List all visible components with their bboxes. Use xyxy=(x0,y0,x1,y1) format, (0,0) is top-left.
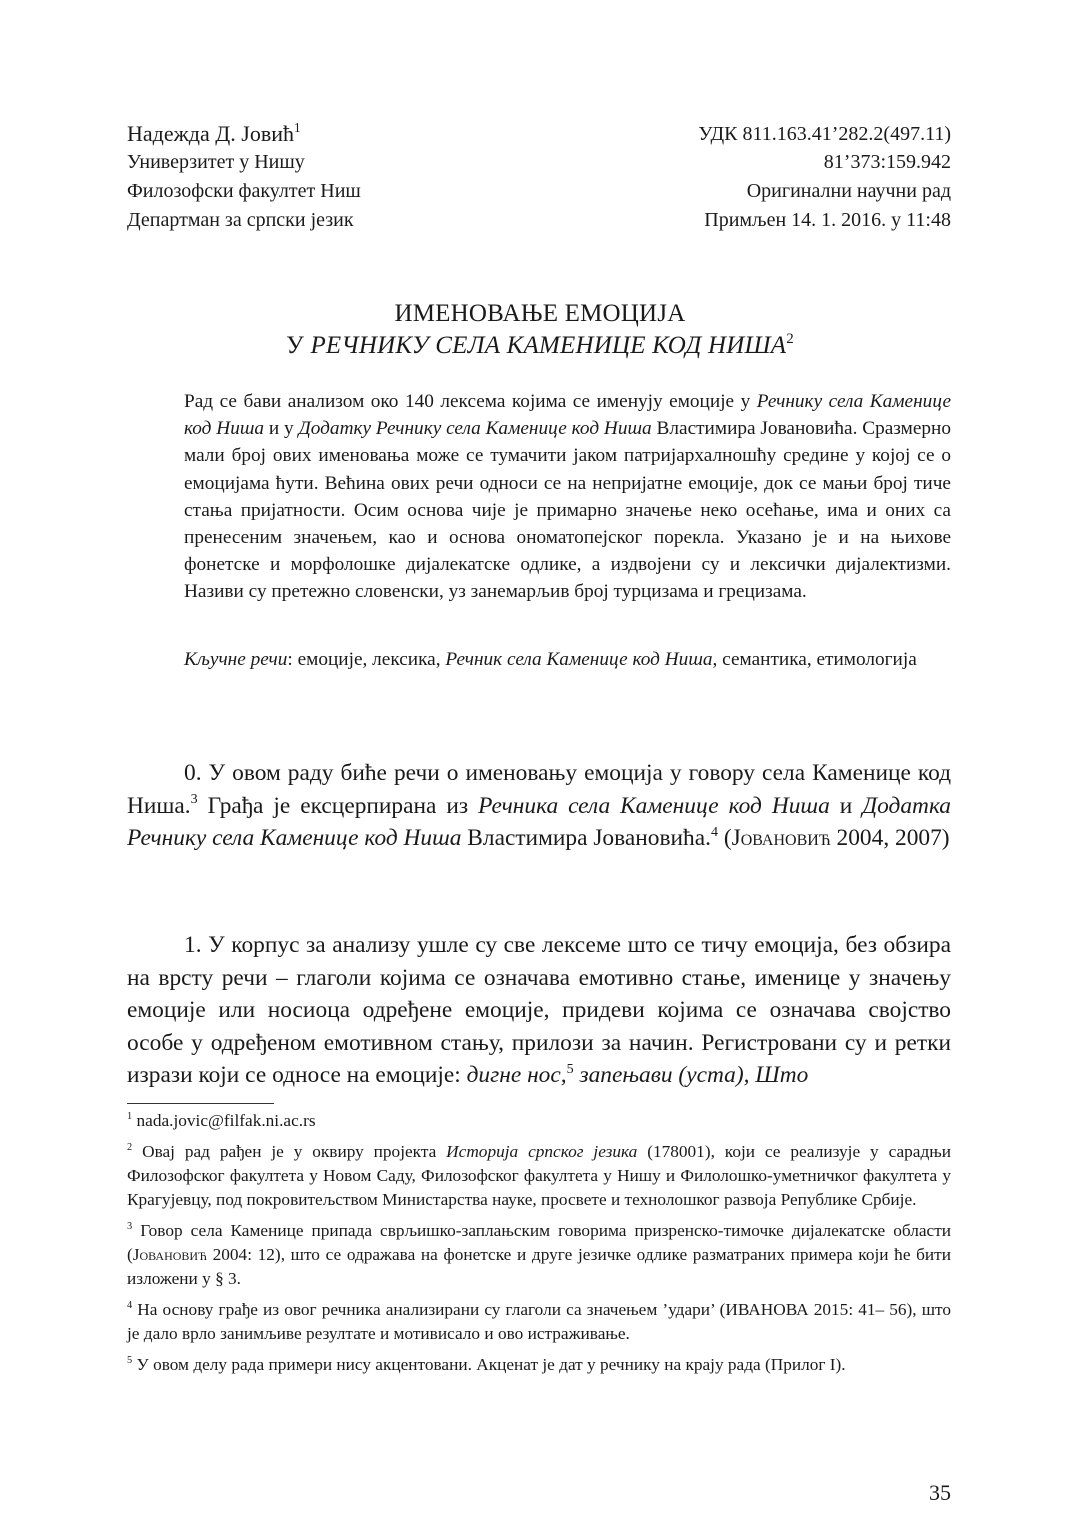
meta-block xyxy=(531,120,951,235)
udk-code-secondary: 81’373:159.942 xyxy=(823,151,951,173)
keywords: Кључне речи: емоције, лексика, Речник села Каменице код Ниша, семантика, етимологија xyxy=(184,649,917,670)
affiliation-faculty: Филозофски факултет Ниш xyxy=(127,180,361,202)
footnote-4: $^4$ На основу грађе из овог речника анализирани су глаголи са значењем ’удари’ (ИВАНОВА 2015: 41– 56), што је дало врло занимљиве резултате и мотивисало и ово истраживање. xyxy=(127,1299,951,1343)
footnote-2: $^2$ Овај рад рађен је у оквиру пројекта Историја српског језика (178001), који се реализује у сарадњи Филозофског факултета у Новом Саду, Филозофског факултета у Нишу и Филолошко-уметничког факултета у Крагујевцу, под покровитељством Министарства науке, просвете и технолошког развоја Републике Србије. xyxy=(127,1141,952,1209)
footnote-ref: 2 xyxy=(786,330,794,347)
footnote-ref: 1 xyxy=(294,120,301,136)
paper-title xyxy=(0,298,1080,362)
keywords-label: Кључне речи xyxy=(184,649,288,670)
affiliation-university: Универзитет у Нишу xyxy=(127,151,305,173)
body-paragraph-0: 0. У овом раду биће речи о именовању емоција у говору села Каменице код Ниша.$^3$ Грађа је ексцерпирана из Речника села Каменице код Ниша и Додатка Речнику села Каменице код Ниша Властимира Јовановића.$^4$ (Јовановић 2004, 2007) xyxy=(127,760,951,851)
footnote-ref: 5 xyxy=(566,1060,574,1077)
footnote-1: $^1$ nada.jovic@filfak.ni.ac.rs xyxy=(127,1110,316,1130)
footnote-3: $^3$ Говор села Каменице припада сврљишко-заплањским говорима призренско-тимочке дијалекатске области (Јовановић 2004: 12), што се одражава на фонетске и друге језичке одлике разматраних примера који ће бити изложени у § 3. xyxy=(127,1220,951,1288)
footnotes xyxy=(127,1109,951,1384)
footnote-ref: 3 xyxy=(190,791,198,808)
title-line-1: ИМЕНОВАЊЕ ЕМОЦИЈА xyxy=(394,300,686,327)
received-date: Примљен 14. 1. 2016. у 11:48 xyxy=(704,209,951,231)
abstract: Рад се бави анализом око 140 лексема којима се именују емоције у Речнику села Каменице код Ниша и у Додатку Речнику села Каменице код Ниша Властимира Јовановића. Сразмерно мали број ових именовања може се тумачити јаком патријархалношћу средине у којој се о емоцијама ћути. Већина ових речи односи се на непријатне емоције, док се мањи број тиче стања пријатности. Осим основа чије је примарно значење неко осећање, има и оних са пренесеним значењем, као и основа ономатопејског порекла. Указано је и на њихове фонетске и морфолошке дијалекатске одлике, а издвојени су и лексички дијалектизми. Називи су претежно словенски, уз занемарљив број турцизама и грецизама. xyxy=(184,391,951,603)
footnote-divider xyxy=(127,1103,274,1104)
body-paragraph-1: 1. У корпус за анализу ушле су све лексеме што се тичу емоција, без обзира на врсту речи – глаголи којима се означава емотивно стање, именице у значењу емоције или носиоца одређене емоције, придеви којима се означава својство особе у одређеном емотивном стању, прилози за начин. Регистровани су и ретки изрази који се односе на емоције: дигне нос,$^5$ запењави (уста), Што xyxy=(127,932,951,1088)
footnote-ref: 4 xyxy=(710,823,718,840)
footnote-5: $^5$ У овом делу рада примери нису акцентовани. Акценат је дат у речнику на крају рада (Прилог I). xyxy=(127,1354,846,1374)
author-name: Надежда Д. Јовић$^1$ xyxy=(127,120,301,146)
affiliation-department: Департман за српски језик xyxy=(127,209,354,231)
udk-code: УДК 811.163.41’282.2(497.11) xyxy=(698,123,951,145)
author-block xyxy=(127,120,547,235)
page-number: 35 xyxy=(929,1480,951,1505)
title-line-2: У РЕЧНИКУ СЕЛА КАМЕНИЦЕ КОД НИША$^2$ xyxy=(286,330,794,359)
paper-type: Оригинални научни рад xyxy=(746,180,951,202)
